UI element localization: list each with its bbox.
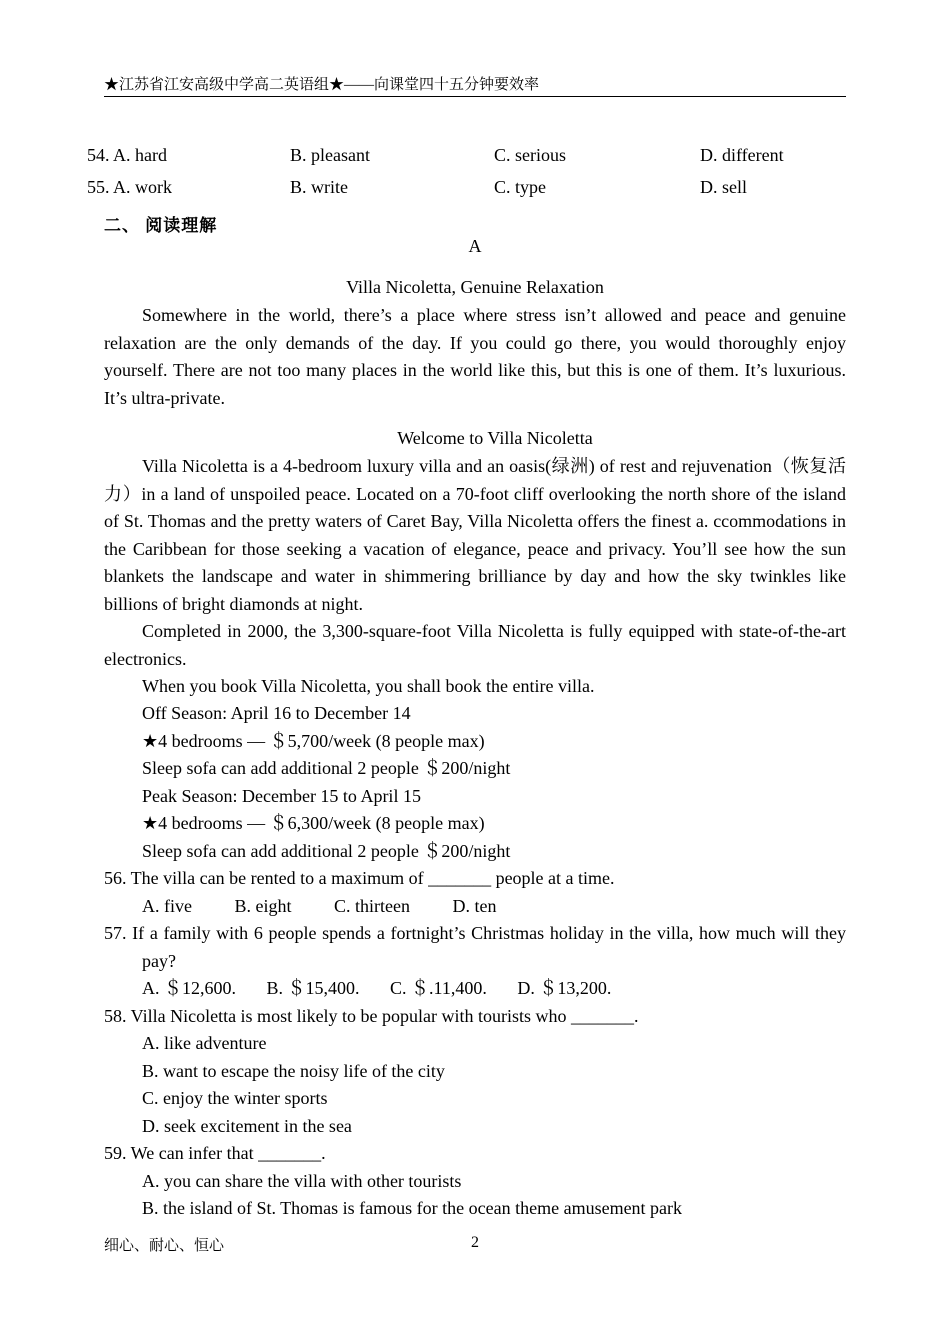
question-59-stem: 59. We can infer that _______. (104, 1143, 326, 1163)
option-56b: B. eight (234, 896, 292, 916)
option-54a: 54. A. hard (87, 145, 167, 165)
welcome-heading: Welcome to Villa Nicoletta (397, 428, 593, 448)
booking-note: When you book Villa Nicoletta, you shall book the entire villa. (142, 676, 595, 696)
off-season-heading: Off Season: April 16 to December 14 (142, 703, 411, 723)
option-58a: A. like adventure (142, 1033, 267, 1053)
option-56a: A. five (142, 896, 192, 916)
peak-season-price: ★4 bedrooms — ＄6,300/week (8 people max) (142, 813, 485, 833)
question-54-options (87, 145, 847, 171)
option-57b: B. ＄15,400. (266, 978, 360, 998)
question-56-stem: 56. The villa can be rented to a maximum of _______ people at a time. (104, 868, 615, 888)
part-label: A (468, 236, 482, 256)
option-56d: D. ten (452, 896, 497, 916)
article-paragraph-2: Villa Nicoletta is a 4-bedroom luxury villa and an oasis(绿洲) of rest and rejuvenation（恢复活力）in a land of unspoiled peace. Located on a 70-foot cliff overlooking the north shore of the island of St. Thomas and the pretty waters of Caret Bay, Villa Nicoletta offers the finest a. ccommodations in the Caribbean for those seeking a vacation of elegance, peace and privacy. You’ll see how the sun blankets the landscape and water in shimmering brilliance by day and how the sky twinkles like billions of bright diamonds at night. (104, 456, 846, 614)
option-55d: D. sell (700, 177, 747, 197)
page-number: 2 (471, 1234, 479, 1251)
option-54b: B. pleasant (290, 145, 370, 165)
option-57d: D. ＄13,200. (517, 978, 612, 998)
question-56-choices (142, 893, 534, 921)
article-title: Villa Nicoletta, Genuine Relaxation (346, 277, 604, 297)
option-55c: C. type (494, 177, 546, 197)
option-55a: 55. A. work (87, 177, 172, 197)
off-season-sofa: Sleep sofa can add additional 2 people ＄200/night (142, 758, 511, 778)
option-57c: C. ＄.11,400. (390, 978, 487, 998)
question-57-stem: 57. If a family with 6 people spends a fortnight’s Christmas holiday in the villa, how much will they pay? (104, 923, 846, 971)
question-57-choices (142, 975, 637, 1003)
option-54c: C. serious (494, 145, 566, 165)
option-59b: B. the island of St. Thomas is famous for the ocean theme amusement park (142, 1198, 683, 1218)
article-paragraph-3: Completed in 2000, the 3,300-square-foot Villa Nicoletta is fully equipped with state-of-the-art electronics. (104, 621, 846, 669)
option-57a: A. ＄12,600. (142, 978, 236, 998)
off-season-price: ★4 bedrooms — ＄5,700/week (8 people max) (142, 731, 485, 751)
peak-season-sofa: Sleep sofa can add additional 2 people ＄200/night (142, 841, 511, 861)
peak-season-heading: Peak Season: December 15 to April 15 (142, 786, 421, 806)
option-58d: D. seek excitement in the sea (142, 1116, 352, 1136)
option-56c: C. thirteen (333, 896, 410, 916)
article-paragraph-1: Somewhere in the world, there’s a place where stress isn’t allowed and peace and genuine relaxation are the only demands of the day. If you could go there, you would thoroughly enjoy yourself. There are not too many places in the world like this, but this is one of them. It’s luxurious. It’s ultra-private. (104, 305, 846, 408)
question-55-options (87, 177, 847, 203)
option-55b: B. write (290, 177, 348, 197)
option-58c: C. enjoy the winter sports (142, 1088, 328, 1108)
option-59a: A. you can share the villa with other tourists (142, 1171, 462, 1191)
page-header: ★江苏省江安高级中学高二英语组★——向课堂四十五分钟要效率 (104, 76, 846, 97)
option-54d: D. different (700, 145, 784, 165)
footer-motto: 细心、耐心、恒心 (104, 1238, 225, 1254)
section-title: 二、 阅读理解 (104, 216, 218, 235)
question-58-stem: 58. Villa Nicoletta is most likely to be popular with tourists who _______. (104, 1006, 639, 1026)
option-58b: B. want to escape the noisy life of the city (142, 1061, 445, 1081)
